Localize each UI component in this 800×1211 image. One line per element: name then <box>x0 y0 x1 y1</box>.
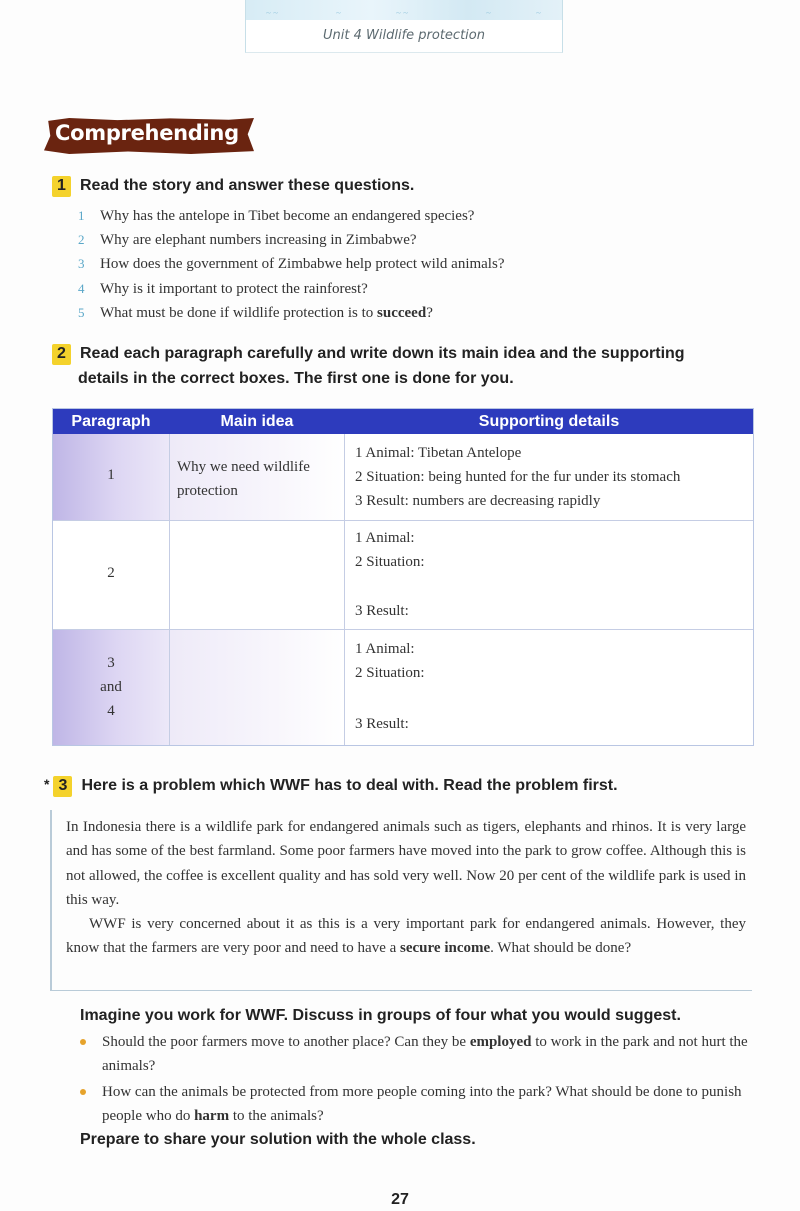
task1-heading <box>52 176 414 197</box>
task3-number: 3 <box>53 776 72 797</box>
col-divider <box>344 434 345 745</box>
header-sky-strip: ~ ~ ~ ~ ~ ~ ~ <box>246 0 562 20</box>
suggestion-bullets <box>80 1030 760 1129</box>
header-supporting-details: Supporting details <box>478 413 620 430</box>
page-number: 27 <box>391 1191 409 1208</box>
task2-instruction-line2: details in the correct boxes. The first one is done for you. <box>78 370 514 387</box>
row3-detail-result: 3 Result: <box>355 716 409 732</box>
discuss-instruction: Imagine you work for WWF. Discuss in groups of four what you would suggest. <box>80 1007 681 1024</box>
col-divider <box>169 434 170 745</box>
bullet-dot-icon <box>80 1089 86 1095</box>
list-item: 1 Why has the antelope in Tibet become an endangered species? <box>78 208 475 224</box>
row2-paragraph: 2 <box>107 565 115 581</box>
row-divider <box>53 520 753 521</box>
list-item: Should the poor farmers move to another place? Can they be employed to work in the park and not hurt the animals? <box>80 1030 760 1079</box>
summary-table <box>52 408 754 746</box>
task3-heading <box>44 776 618 797</box>
passage-paragraph-1: In Indonesia there is a wildlife park for endangered animals such as tigers, elephants and rhinos. It is very large and has some of the best farmland. Some poor farmers have moved into the park to grow coffee. Although this is not allowed, the coffee is excellent quality and has sold very well. Now 20 per cent of the wildlife park is used in this way. <box>66 819 746 908</box>
passage-paragraph-2: WWF is very concerned about it as this is a very important park for endangered animals. However, they know that the farmers are very poor and need to have a secure income. What should be done? <box>66 916 746 957</box>
optional-star: * <box>44 776 50 792</box>
row1-paragraph: 1 <box>107 467 115 483</box>
row3-main-idea-cell <box>170 629 344 745</box>
list-item: 5 What must be done if wildlife protection is to succeed? <box>78 304 433 321</box>
row1-main-idea: Why we need wildlife protection <box>177 459 310 499</box>
row2-detail-situation: 2 Situation: <box>355 554 425 570</box>
header-main-idea: Main idea <box>220 413 294 430</box>
row3-detail-animal: 1 Animal: <box>355 641 415 657</box>
task2-instruction-line1: Read each paragraph carefully and write down its main idea and the supporting <box>80 345 685 362</box>
list-item: 4 Why is it important to protect the rainforest? <box>78 280 368 297</box>
task2-heading <box>52 344 772 365</box>
bullet-dot-icon <box>80 1039 86 1045</box>
list-item: How can the animals be protected from more people coming into the park? What should be done to punish people who do harm to the animals? <box>80 1080 760 1129</box>
row2-detail-result: 3 Result: <box>355 603 409 619</box>
row1-details: 1 Animal: Tibetan Antelope 2 Situation: being hunted for the fur under its stomach 3 Result: numbers are decreasing rapidly <box>355 445 681 509</box>
task1-number: 1 <box>52 176 71 197</box>
task3-instruction: Here is a problem which WWF has to deal with. Read the problem first. <box>81 777 618 794</box>
row3-paragraph: 3 and 4 <box>100 655 122 719</box>
list-item: 2 Why are elephant numbers increasing in Zimbabwe? <box>78 232 417 249</box>
row-divider <box>53 629 753 630</box>
closing-instruction: Prepare to share your solution with the whole class. <box>80 1131 476 1148</box>
problem-passage <box>66 815 746 961</box>
row2-detail-animal: 1 Animal: <box>355 530 415 546</box>
header-paragraph: Paragraph <box>71 413 151 430</box>
section-title: Comprehending <box>55 121 239 145</box>
unit-header-tab <box>245 0 563 53</box>
task2-number: 2 <box>52 344 71 365</box>
row3-detail-situation: 2 Situation: <box>355 665 425 681</box>
task1-instruction: Read the story and answer these questions. <box>80 177 415 194</box>
task1-question-list <box>78 208 758 329</box>
list-item: 3 How does the government of Zimbabwe help protect wild animals? <box>78 256 505 273</box>
unit-label: Unit 4 Wildlife protection <box>323 28 485 43</box>
